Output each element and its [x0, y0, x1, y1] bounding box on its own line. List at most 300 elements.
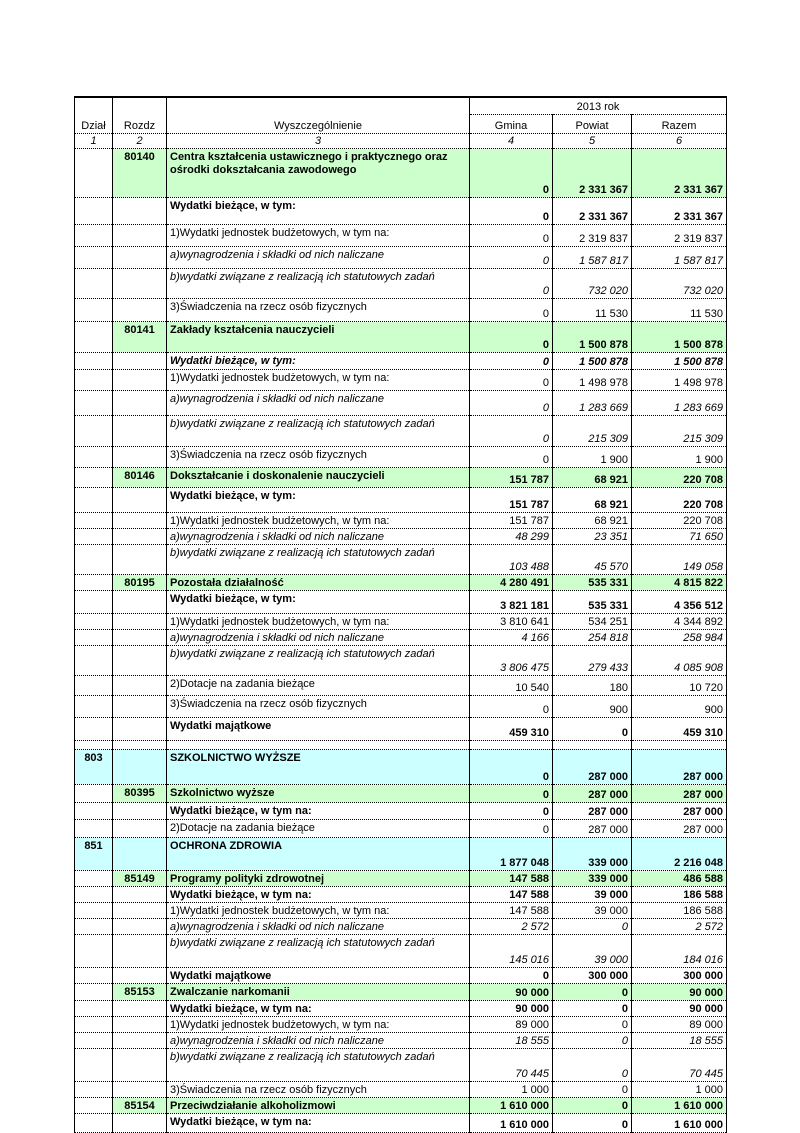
cell-gmina: 90 000	[470, 1001, 553, 1017]
cell-razem: 4 815 822	[632, 575, 727, 591]
cell-description: Centra kształcenia ustawicznego i praktycznego oraz ośrodki dokształcania zawodowego	[167, 149, 470, 198]
cell-dzial	[75, 871, 113, 887]
cell-powiat: 23 351	[553, 529, 632, 545]
cell-rozdz	[113, 247, 167, 269]
cell-description: Wydatki bieżące, w tym na:	[167, 1114, 470, 1133]
cell-razem: 4 344 892	[632, 614, 727, 630]
cell-description: Wydatki bieżące, w tym na:	[167, 1001, 470, 1017]
cell-description	[167, 741, 470, 750]
cell-rozdz	[113, 630, 167, 646]
table-row	[75, 1098, 727, 1114]
table-row	[75, 370, 727, 391]
cell-rozdz	[113, 741, 167, 750]
cell-rozdz	[113, 696, 167, 718]
table-row	[75, 984, 727, 1001]
cell-powiat: 39 000	[553, 935, 632, 968]
cell-gmina: 0	[470, 803, 553, 820]
cell-dzial	[75, 741, 113, 750]
cell-dzial	[75, 370, 113, 391]
cell-gmina: 89 000	[470, 1017, 553, 1033]
table-row	[75, 353, 727, 370]
cell-gmina: 0	[470, 299, 553, 322]
cell-rozdz	[113, 838, 167, 871]
cell-dzial	[75, 718, 113, 741]
cell-razem: 1 283 669	[632, 391, 727, 416]
cell-dzial	[75, 322, 113, 353]
cell-rozdz	[113, 676, 167, 696]
cell-razem: 220 708	[632, 488, 727, 513]
cell-gmina: 48 299	[470, 529, 553, 545]
cell-gmina: 1 877 048	[470, 838, 553, 871]
cell-description: OCHRONA ZDROWIA	[167, 838, 470, 871]
col-number: 2	[113, 134, 167, 149]
cell-razem: 1 500 878	[632, 353, 727, 370]
cell-powiat: 287 000	[553, 785, 632, 803]
cell-dzial	[75, 646, 113, 676]
cell-gmina: 459 310	[470, 718, 553, 741]
cell-description: 3)Świadczenia na rzecz osób fizycznych	[167, 447, 470, 468]
cell-description: a)wynagrodzenia i składki od nich naliczane	[167, 247, 470, 269]
cell-rozdz	[113, 718, 167, 741]
table-row	[75, 919, 727, 935]
cell-gmina: 18 555	[470, 1033, 553, 1049]
cell-gmina: 0	[470, 820, 553, 838]
cell-rozdz	[113, 919, 167, 935]
cell-razem: 184 016	[632, 935, 727, 968]
cell-gmina: 0	[470, 968, 553, 984]
cell-dzial	[75, 545, 113, 575]
cell-dzial	[75, 1098, 113, 1114]
cell-powiat: 0	[553, 1114, 632, 1133]
cell-powiat: 0	[553, 1033, 632, 1049]
cell-description: a)wynagrodzenia i składki od nich naliczane	[167, 529, 470, 545]
cell-rozdz: 85149	[113, 871, 167, 887]
cell-razem: 2 331 367	[632, 198, 727, 225]
cell-rozdz: 80195	[113, 575, 167, 591]
cell-description: 2)Dotacje na zadania bieżące	[167, 820, 470, 838]
cell-gmina: 90 000	[470, 984, 553, 1001]
cell-dzial	[75, 696, 113, 718]
cell-rozdz	[113, 646, 167, 676]
cell-powiat: 45 570	[553, 545, 632, 575]
col-number: 3	[167, 134, 470, 149]
cell-razem: 486 588	[632, 871, 727, 887]
cell-description: Wydatki bieżące, w tym:	[167, 591, 470, 614]
cell-razem: 258 984	[632, 630, 727, 646]
table-row	[75, 149, 727, 198]
cell-powiat: 339 000	[553, 871, 632, 887]
table-row	[75, 468, 727, 488]
cell-gmina: 147 588	[470, 887, 553, 903]
col-number: 4	[470, 134, 553, 149]
cell-dzial: 803	[75, 750, 113, 785]
cell-razem: 1 000	[632, 1082, 727, 1098]
cell-razem: 18 555	[632, 1033, 727, 1049]
cell-dzial	[75, 803, 113, 820]
cell-dzial	[75, 1033, 113, 1049]
cell-description: b)wydatki związane z realizacją ich statutowych zadań	[167, 416, 470, 447]
cell-razem: 1 500 878	[632, 322, 727, 353]
cell-gmina: 151 787	[470, 513, 553, 529]
cell-razem: 220 708	[632, 468, 727, 488]
cell-razem: 186 588	[632, 903, 727, 919]
cell-gmina: 0	[470, 198, 553, 225]
col-number: 1	[75, 134, 113, 149]
cell-powiat: 1 500 878	[553, 353, 632, 370]
cell-description: Wydatki bieżące, w tym:	[167, 198, 470, 225]
cell-gmina: 0	[470, 370, 553, 391]
cell-dzial: 851	[75, 838, 113, 871]
cell-gmina: 1 610 000	[470, 1098, 553, 1114]
cell-dzial	[75, 1082, 113, 1098]
table-row	[75, 591, 727, 614]
cell-dzial	[75, 919, 113, 935]
table-row	[75, 750, 727, 785]
cell-dzial	[75, 1114, 113, 1133]
table-row	[75, 785, 727, 803]
cell-powiat: 2 331 367	[553, 198, 632, 225]
cell-razem: 1 498 978	[632, 370, 727, 391]
cell-description: b)wydatki związane z realizacją ich statutowych zadań	[167, 545, 470, 575]
cell-gmina: 3 821 181	[470, 591, 553, 614]
cell-powiat: 732 020	[553, 269, 632, 299]
cell-razem: 2 572	[632, 919, 727, 935]
cell-description: 3)Świadczenia na rzecz osób fizycznych	[167, 696, 470, 718]
cell-powiat: 900	[553, 696, 632, 718]
cell-dzial	[75, 468, 113, 488]
cell-dzial	[75, 630, 113, 646]
cell-razem	[632, 741, 727, 750]
cell-razem: 70 445	[632, 1049, 727, 1082]
cell-gmina: 145 016	[470, 935, 553, 968]
cell-rozdz	[113, 1001, 167, 1017]
col-dzial-header: Dział	[75, 115, 113, 134]
cell-rozdz	[113, 529, 167, 545]
cell-dzial	[75, 935, 113, 968]
table-row	[75, 935, 727, 968]
cell-rozdz	[113, 198, 167, 225]
cell-description: 1)Wydatki jednostek budżetowych, w tym na:	[167, 614, 470, 630]
table-row	[75, 575, 727, 591]
cell-razem: 2 331 367	[632, 149, 727, 198]
cell-rozdz	[113, 1082, 167, 1098]
table-row	[75, 838, 727, 871]
table-row	[75, 225, 727, 247]
col-number: 5	[553, 134, 632, 149]
cell-powiat: 300 000	[553, 968, 632, 984]
cell-powiat: 1 283 669	[553, 391, 632, 416]
cell-dzial	[75, 447, 113, 468]
table-row	[75, 741, 727, 750]
cell-powiat: 534 251	[553, 614, 632, 630]
table-row	[75, 696, 727, 718]
cell-rozdz	[113, 447, 167, 468]
cell-gmina: 3 806 475	[470, 646, 553, 676]
cell-powiat: 11 530	[553, 299, 632, 322]
col-rozdz-header: Rozdz	[113, 115, 167, 134]
cell-powiat: 287 000	[553, 803, 632, 820]
cell-gmina: 1 000	[470, 1082, 553, 1098]
cell-rozdz: 80146	[113, 468, 167, 488]
cell-rozdz	[113, 935, 167, 968]
cell-powiat: 535 331	[553, 591, 632, 614]
cell-dzial	[75, 614, 113, 630]
table-row	[75, 1017, 727, 1033]
cell-dzial	[75, 820, 113, 838]
table-row	[75, 718, 727, 741]
cell-razem: 4 356 512	[632, 591, 727, 614]
cell-powiat: 2 331 367	[553, 149, 632, 198]
cell-razem: 900	[632, 696, 727, 718]
cell-rozdz	[113, 545, 167, 575]
cell-razem: 2 216 048	[632, 838, 727, 871]
col-razem-header: Razem	[632, 115, 727, 134]
table-row	[75, 871, 727, 887]
cell-dzial	[75, 513, 113, 529]
cell-description: Wydatki majątkowe	[167, 968, 470, 984]
cell-powiat: 39 000	[553, 887, 632, 903]
table-row	[75, 416, 727, 447]
table-row	[75, 803, 727, 820]
header-rozdz-cell	[113, 97, 167, 115]
cell-gmina: 70 445	[470, 1049, 553, 1082]
cell-gmina: 0	[470, 416, 553, 447]
cell-rozdz	[113, 1017, 167, 1033]
table-row	[75, 614, 727, 630]
cell-dzial	[75, 269, 113, 299]
cell-razem: 4 085 908	[632, 646, 727, 676]
cell-rozdz	[113, 416, 167, 447]
cell-rozdz	[113, 513, 167, 529]
table-row	[75, 903, 727, 919]
table-row	[75, 676, 727, 696]
cell-razem: 90 000	[632, 984, 727, 1001]
cell-description: Programy polityki zdrowotnej	[167, 871, 470, 887]
cell-powiat: 1 900	[553, 447, 632, 468]
cell-razem: 459 310	[632, 718, 727, 741]
cell-dzial	[75, 1001, 113, 1017]
cell-powiat: 535 331	[553, 575, 632, 591]
cell-dzial	[75, 198, 113, 225]
cell-razem: 287 000	[632, 785, 727, 803]
budget-table	[74, 96, 727, 1133]
cell-gmina: 0	[470, 322, 553, 353]
cell-gmina: 2 572	[470, 919, 553, 935]
cell-description: Wydatki bieżące, w tym:	[167, 353, 470, 370]
cell-gmina: 0	[470, 750, 553, 785]
cell-description: Wydatki bieżące, w tym:	[167, 488, 470, 513]
table-row	[75, 1033, 727, 1049]
table-row	[75, 968, 727, 984]
cell-gmina: 0	[470, 391, 553, 416]
cell-description: a)wynagrodzenia i składki od nich naliczane	[167, 919, 470, 935]
table-row	[75, 1082, 727, 1098]
cell-razem: 90 000	[632, 1001, 727, 1017]
cell-powiat: 0	[553, 1098, 632, 1114]
table-row	[75, 820, 727, 838]
cell-powiat: 0	[553, 1082, 632, 1098]
table-row	[75, 630, 727, 646]
cell-razem: 215 309	[632, 416, 727, 447]
cell-gmina: 1 610 000	[470, 1114, 553, 1133]
cell-description: b)wydatki związane z realizacją ich statutowych zadań	[167, 1049, 470, 1082]
cell-rozdz	[113, 391, 167, 416]
header-row-year	[75, 97, 727, 115]
cell-dzial	[75, 353, 113, 370]
cell-razem: 732 020	[632, 269, 727, 299]
cell-rozdz	[113, 903, 167, 919]
cell-razem: 71 650	[632, 529, 727, 545]
header-row-columns	[75, 115, 727, 134]
cell-dzial	[75, 225, 113, 247]
cell-description: 2)Dotacje na zadania bieżące	[167, 676, 470, 696]
cell-description: 3)Świadczenia na rzecz osób fizycznych	[167, 299, 470, 322]
cell-rozdz	[113, 353, 167, 370]
col-gmina-header: Gmina	[470, 115, 553, 134]
cell-powiat: 254 818	[553, 630, 632, 646]
cell-razem: 300 000	[632, 968, 727, 984]
cell-powiat: 68 921	[553, 468, 632, 488]
cell-description: 1)Wydatki jednostek budżetowych, w tym na:	[167, 903, 470, 919]
table-row	[75, 247, 727, 269]
cell-dzial	[75, 903, 113, 919]
table-row	[75, 529, 727, 545]
year-label: 2013 rok	[470, 97, 727, 115]
cell-gmina: 0	[470, 247, 553, 269]
cell-rozdz	[113, 591, 167, 614]
cell-description: Zwalczanie narkomanii	[167, 984, 470, 1001]
cell-dzial	[75, 1017, 113, 1033]
cell-rozdz	[113, 820, 167, 838]
header-row-numbers	[75, 134, 727, 149]
cell-rozdz	[113, 1049, 167, 1082]
cell-powiat: 287 000	[553, 750, 632, 785]
cell-description: a)wynagrodzenia i składki od nich naliczane	[167, 391, 470, 416]
table-row	[75, 447, 727, 468]
cell-description: Szkolnictwo wyższe	[167, 785, 470, 803]
table-row	[75, 545, 727, 575]
cell-powiat: 1 587 817	[553, 247, 632, 269]
cell-gmina: 0	[470, 269, 553, 299]
cell-powiat: 0	[553, 1001, 632, 1017]
cell-rozdz	[113, 614, 167, 630]
cell-powiat: 0	[553, 718, 632, 741]
cell-description: Zakłady kształcenia nauczycieli	[167, 322, 470, 353]
cell-rozdz	[113, 488, 167, 513]
cell-rozdz	[113, 299, 167, 322]
cell-razem: 149 058	[632, 545, 727, 575]
cell-powiat: 68 921	[553, 513, 632, 529]
cell-powiat	[553, 741, 632, 750]
cell-description: Wydatki majątkowe	[167, 718, 470, 741]
cell-rozdz	[113, 803, 167, 820]
col-desc-header: Wyszczególnienie	[167, 115, 470, 134]
cell-gmina: 103 488	[470, 545, 553, 575]
cell-powiat: 0	[553, 919, 632, 935]
cell-gmina: 4 280 491	[470, 575, 553, 591]
cell-description: Wydatki bieżące, w tym na:	[167, 803, 470, 820]
table-row	[75, 646, 727, 676]
cell-powiat: 0	[553, 1049, 632, 1082]
cell-dzial	[75, 785, 113, 803]
cell-gmina	[470, 741, 553, 750]
table-row	[75, 1049, 727, 1082]
cell-powiat: 0	[553, 984, 632, 1001]
cell-powiat: 68 921	[553, 488, 632, 513]
cell-dzial	[75, 149, 113, 198]
cell-description: a)wynagrodzenia i składki od nich naliczane	[167, 1033, 470, 1049]
cell-rozdz: 85153	[113, 984, 167, 1001]
cell-gmina: 0	[470, 785, 553, 803]
table-row	[75, 269, 727, 299]
cell-gmina: 151 787	[470, 488, 553, 513]
cell-description: 1)Wydatki jednostek budżetowych, w tym na:	[167, 513, 470, 529]
cell-description: Przeciwdziałanie alkoholizmowi	[167, 1098, 470, 1114]
cell-gmina: 0	[470, 149, 553, 198]
cell-rozdz	[113, 750, 167, 785]
cell-description: Dokształcanie i doskonalenie nauczycieli	[167, 468, 470, 488]
table-row	[75, 1001, 727, 1017]
cell-dzial	[75, 968, 113, 984]
cell-gmina: 147 588	[470, 903, 553, 919]
cell-razem: 186 588	[632, 887, 727, 903]
cell-powiat: 39 000	[553, 903, 632, 919]
cell-razem: 89 000	[632, 1017, 727, 1033]
cell-powiat: 279 433	[553, 646, 632, 676]
cell-description: SZKOLNICTWO WYŻSZE	[167, 750, 470, 785]
cell-description: 3)Świadczenia na rzecz osób fizycznych	[167, 1082, 470, 1098]
header-desc-cell	[167, 97, 470, 115]
cell-dzial	[75, 416, 113, 447]
table-row	[75, 299, 727, 322]
cell-powiat: 1 500 878	[553, 322, 632, 353]
col-number: 6	[632, 134, 727, 149]
cell-powiat: 0	[553, 1017, 632, 1033]
cell-gmina: 0	[470, 225, 553, 247]
cell-gmina: 147 588	[470, 871, 553, 887]
cell-gmina: 4 166	[470, 630, 553, 646]
cell-razem: 1 610 000	[632, 1114, 727, 1133]
cell-dzial	[75, 529, 113, 545]
table-row	[75, 391, 727, 416]
cell-powiat: 287 000	[553, 820, 632, 838]
cell-description: Wydatki bieżące, w tym na:	[167, 887, 470, 903]
cell-powiat: 215 309	[553, 416, 632, 447]
cell-description: b)wydatki związane z realizacją ich statutowych zadań	[167, 269, 470, 299]
cell-razem: 287 000	[632, 803, 727, 820]
cell-razem: 11 530	[632, 299, 727, 322]
cell-dzial	[75, 676, 113, 696]
cell-dzial	[75, 591, 113, 614]
cell-powiat: 2 319 837	[553, 225, 632, 247]
cell-dzial	[75, 575, 113, 591]
cell-razem: 220 708	[632, 513, 727, 529]
cell-dzial	[75, 887, 113, 903]
cell-dzial	[75, 247, 113, 269]
col-powiat-header: Powiat	[553, 115, 632, 134]
cell-rozdz: 80141	[113, 322, 167, 353]
cell-dzial	[75, 299, 113, 322]
cell-rozdz: 85154	[113, 1098, 167, 1114]
cell-powiat: 180	[553, 676, 632, 696]
cell-rozdz	[113, 269, 167, 299]
cell-razem: 10 720	[632, 676, 727, 696]
cell-razem: 287 000	[632, 750, 727, 785]
cell-razem: 2 319 837	[632, 225, 727, 247]
cell-rozdz: 80140	[113, 149, 167, 198]
cell-dzial	[75, 391, 113, 416]
cell-gmina: 151 787	[470, 468, 553, 488]
